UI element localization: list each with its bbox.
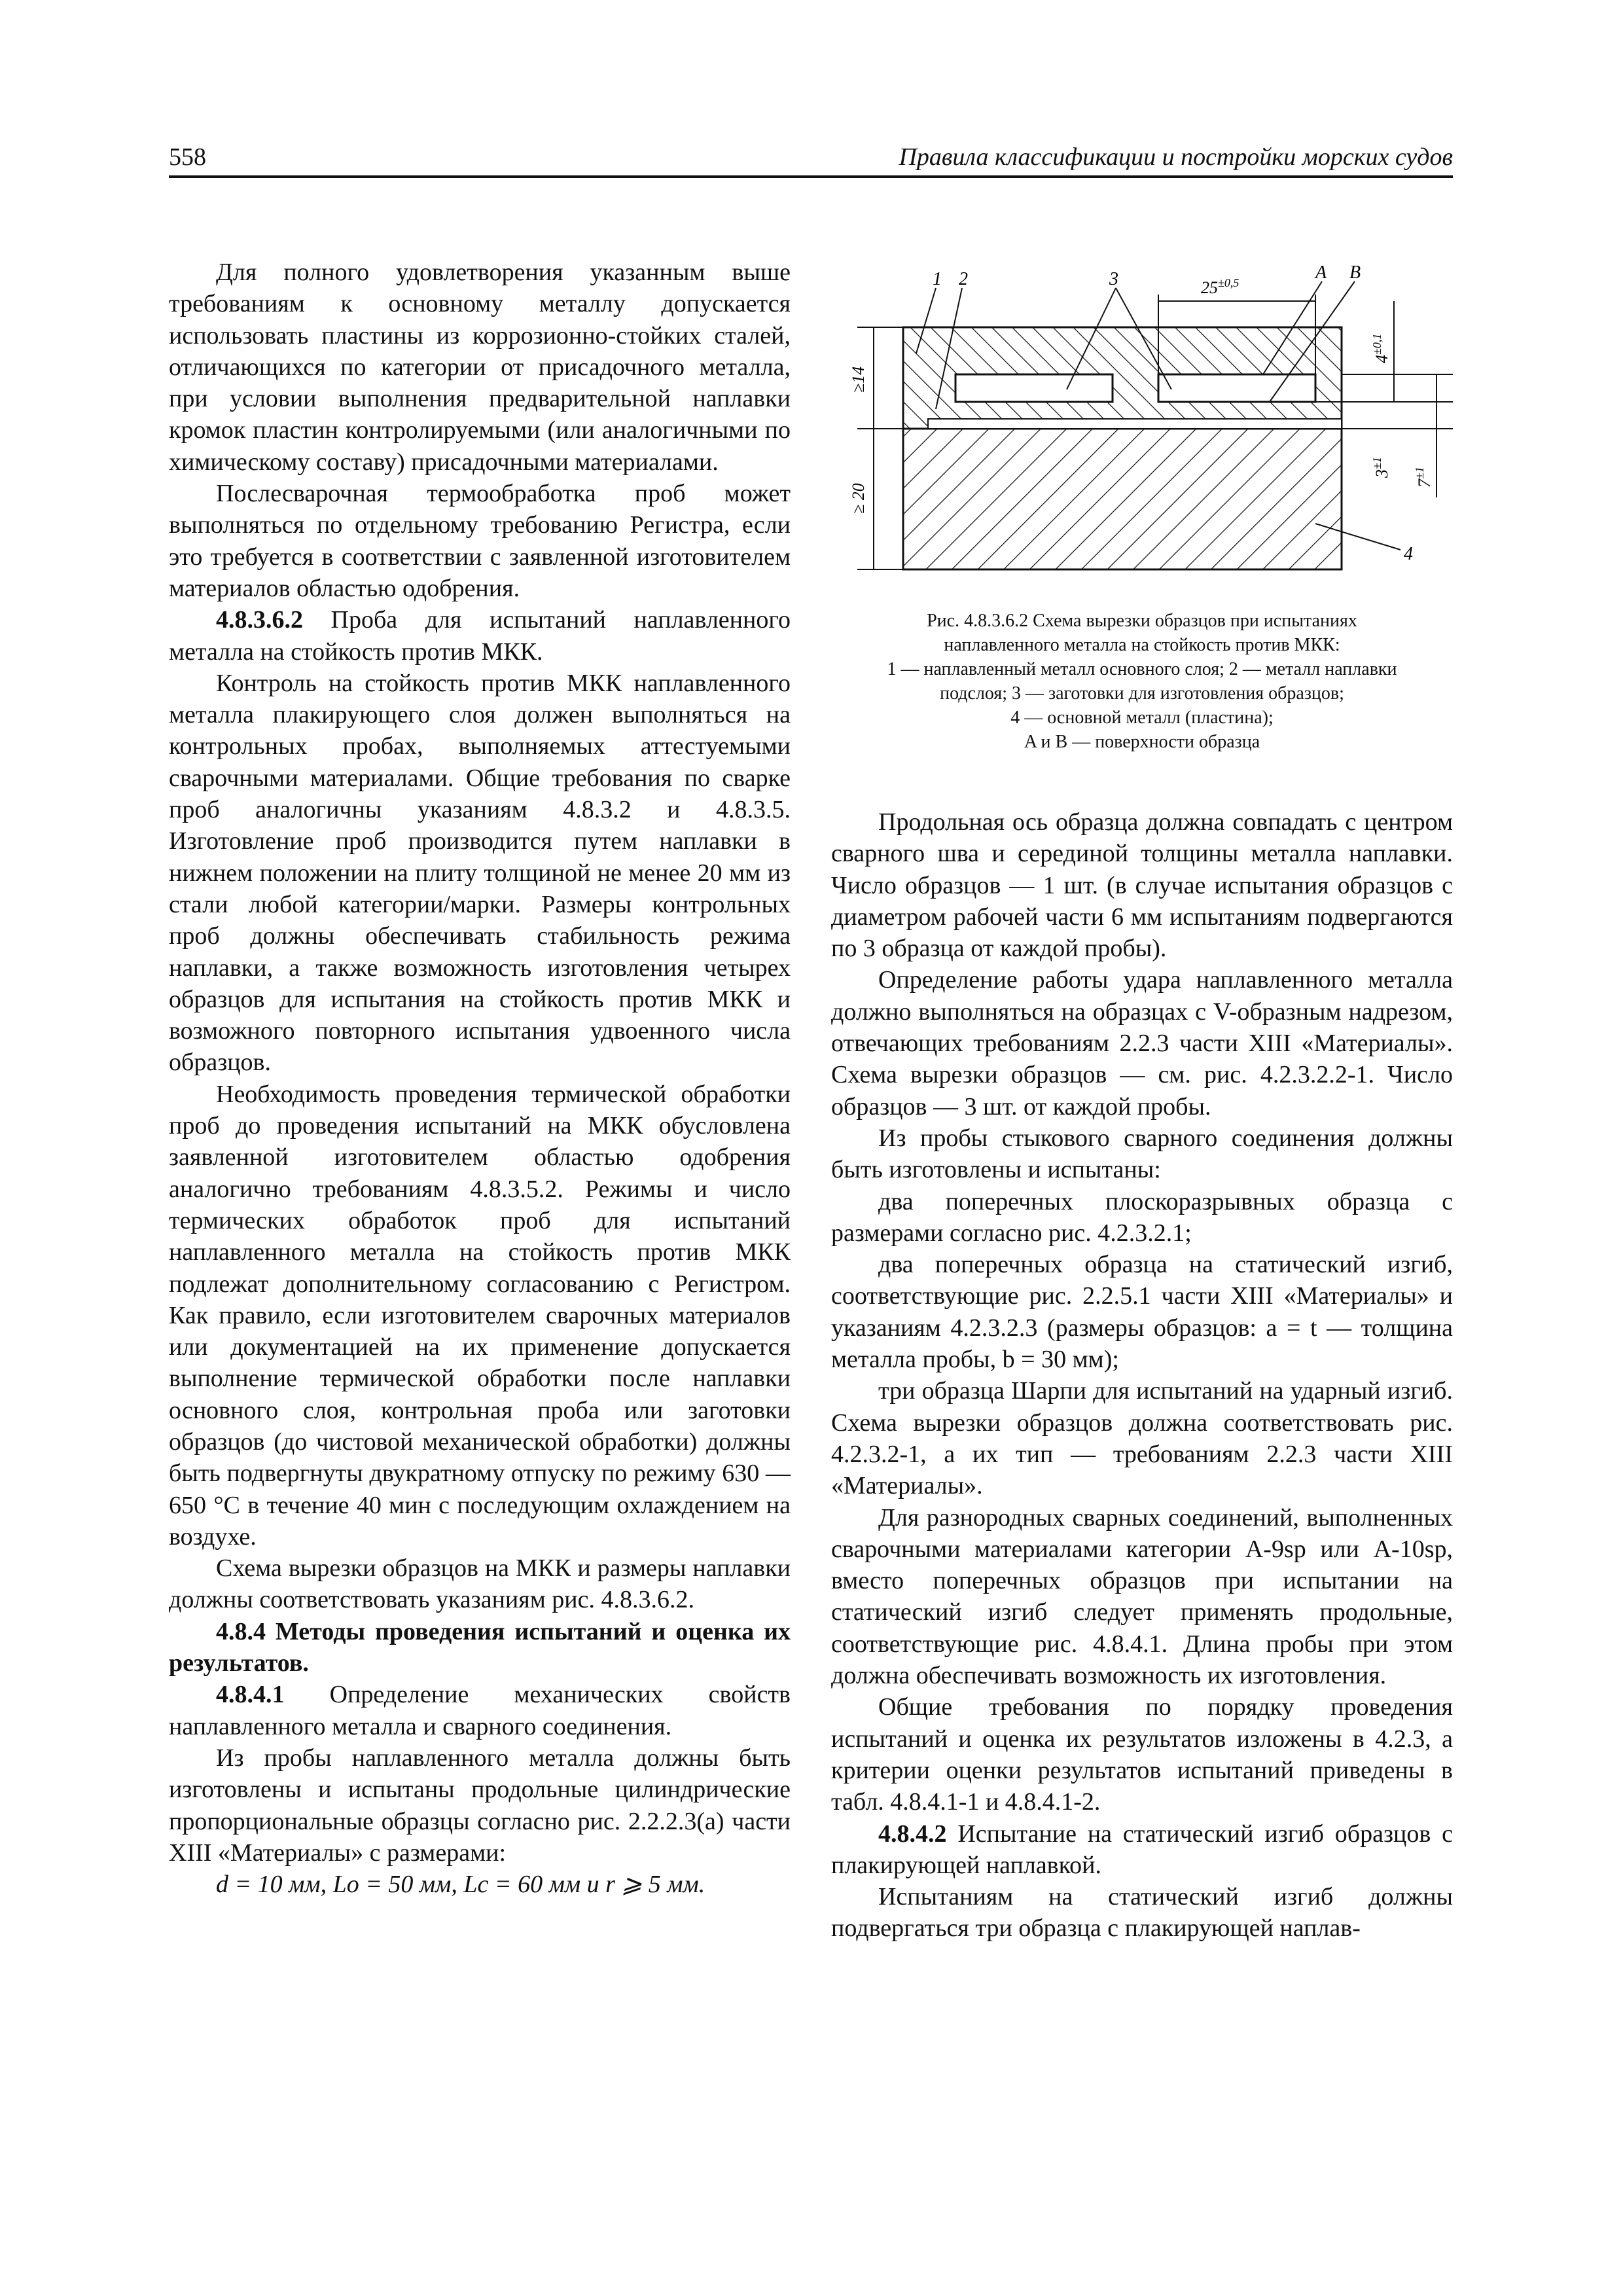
paragraph: Определение работы удара наплавленного металла должно выполняться на образцах с V-образным надрезом, отвечающих требованиям 2.2.3 части XIII «Материалы». Схема вырезки образцов — см. рис. 4.2.3.2.2-1. Число образцов — 3 шт. от каждой пробы.: [831, 966, 1453, 1121]
paragraph: Послесварочная термообработка проб может выполняться по отдельному требованию Регистра, если это требуется в соответствии с заявленной изготовителем материалов областью одобрения.: [169, 480, 791, 602]
paragraph: Для полного удовлетворения указанным выше требованиям к основному металлу допускается использовать пластины из коррозионно-стойких сталей, отличающихся по категории от присадочного металла, при условии выполнения предварительной наплавки кромок пластин контролируемыми (или аналогичными по химическому составу) присадочными материалами.: [169, 259, 791, 476]
paragraph: Испытаниям на статический изгиб должны подвергаться три образца с плакирующей наплав-: [831, 1883, 1453, 1943]
label-3: 3: [1109, 269, 1118, 289]
label-1: 1: [933, 269, 942, 289]
page-number: 558: [169, 143, 206, 171]
header-rule: [169, 175, 1453, 178]
paragraph: 4.8.4.2 Испытание на статический изгиб образцов с плакирующей наплавкой.: [831, 1820, 1453, 1879]
dim-14: ≥14: [849, 366, 868, 393]
paragraph: Контроль на стойкость против МКК наплавленного металла плакирующего слоя должен выполняться на контрольных пробах, выполняемых аттестуемыми сварочными материалами. Общие требования по сварке проб аналогичны указаниям 4.8.3.2 и 4.8.3.5. Изготовление проб производится путем наплавки в нижнем положении на плиту толщиной не менее 20 мм из стали любой категории/марки. Размеры контрольных проб должны обеспечивать стабильность режима наплавки, а также возможность изготовления четырех образцов для испытания на стойкость против МКК и возможного повторного испытания удвоенного числа образцов.: [169, 669, 791, 1077]
running-title: Правила классификации и постройки морских судов: [899, 143, 1453, 171]
page-header: [169, 143, 1453, 179]
label-A: A: [1315, 262, 1327, 283]
paragraph: три образца Шарпи для испытаний на ударный изгиб. Схема вырезки образцов должна соответствовать рис. 4.2.3.2-1, а их тип — требованиям 2.2.3 части XIII «Материалы».: [831, 1377, 1453, 1500]
dim-7: $7^{\pm 1}$: [1413, 467, 1434, 488]
label-4: 4: [1404, 544, 1413, 564]
dim-3: $3^{\pm 1}$: [1370, 457, 1391, 478]
dim-4: $4^{\pm 0,1}$: [1370, 333, 1391, 363]
paragraph: 4.8.4.1 Определение механических свойств наплавленного металла и сварного соединения.: [169, 1681, 791, 1740]
paragraph: Необходимость проведения термической обработки проб до проведения испытаний на МКК обусловлена заявленной изготовителем областью одобрения аналогично требованиям 4.8.3.5.2. Режимы и число термических обработок проб для испытаний наплавленного металла на стойкость против МКК подлежат дополнительному согласованию с Регистром. Как правило, если изготовителем сварочных материалов или документацией на их применение допускается выполнение термической обработки после наплавки основного слоя, контрольная проба или заготовки образцов (до чистовой механической обработки) должны быть подвергнуты двукратному отпуску по режиму 630 — 650 °С в течение 40 мин с последующим охлаждением на воздухе.: [169, 1080, 791, 1551]
paragraph: 4.8.3.6.2 Проба для испытаний наплавленного металла на стойкость против МКК.: [169, 606, 791, 666]
label-2: 2: [959, 269, 968, 289]
label-B: B: [1349, 262, 1361, 283]
paragraph: Схема вырезки образцов на МКК и размеры наплавки должны соответствовать указаниям рис. 4.8.3.6.2.: [169, 1554, 791, 1614]
right-column: [831, 806, 1453, 1945]
paragraph: Для разнородных сварных соединений, выполненных сварочными материалами категории A-9sp или A-10sp, вместо поперечных образцов при испытании на статический изгиб следует применять продольные, соответствующие рис. 4.8.4.1. Длина пробы при этом должна обеспечивать возможность их изготовления.: [831, 1503, 1453, 1690]
paragraph: Продольная ось образца должна совпадать с центром сварного шва и серединой толщины металла наплавки. Число образцов — 1 шт. (в случае испытания образцов с диаметром рабочей части 6 мм испытаниям подвергаются по 3 образца от каждой пробы).: [831, 808, 1453, 963]
formula-line: d = 10 мм, Lо = 50 мм, Lс = 60 мм и r ⩾ 5 мм.: [216, 1871, 705, 1899]
specimen-blank-right: [1158, 374, 1315, 402]
paragraph: Из пробы стыкового сварного соединения должны быть изготовлены и испытаны:: [831, 1124, 1453, 1184]
specimen-cutting-diagram: [844, 262, 1453, 589]
section-heading: 4.8.4 Методы проведения испытаний и оценка их результатов.: [169, 1617, 791, 1677]
dim-20: ≥ 20: [849, 483, 868, 514]
paragraph: два поперечных плоскоразрывных образца с размерами согласно рис. 4.2.3.2.1;: [831, 1187, 1453, 1247]
paragraph: два поперечных образца на статический изгиб, соответствующие рис. 2.2.5.1 части XIII «Материалы» и указаниям 4.2.3.2.3 (размеры образцов: a = t — толщина металла пробы, b = 30 мм);: [831, 1251, 1453, 1374]
base-plate: [903, 429, 1342, 569]
left-column: [169, 257, 791, 1900]
paragraph: Из пробы наплавленного металла должны быть изготовлены и испытаны продольные цилиндрические пропорциональные образцы согласно рис. 2.2.2.3(a) части XIII «Материалы» с размерами:: [169, 1744, 791, 1867]
dim-25: $25^{\pm 0,5}$: [1201, 276, 1240, 297]
specimen-blank-left: [955, 374, 1113, 402]
paragraph: Общие требования по порядку проведения испытаний и оценка их результатов изложены в 4.2.3, а критерии оценки результатов испытаний приведены в табл. 4.8.4.1-1 и 4.8.4.1-2.: [831, 1693, 1453, 1816]
figure-caption: Рис. 4.8.3.6.2 Схема вырезки образцов при испытаниях наплавленного металла на стойкость против МКК: 1 — наплавленный металл основного слоя; 2 — металл наплавки подслоя; 3 — заготовки для изготовления образцов; 4 — основной металл (пластина); A и B — поверхности образца: [887, 611, 1397, 752]
